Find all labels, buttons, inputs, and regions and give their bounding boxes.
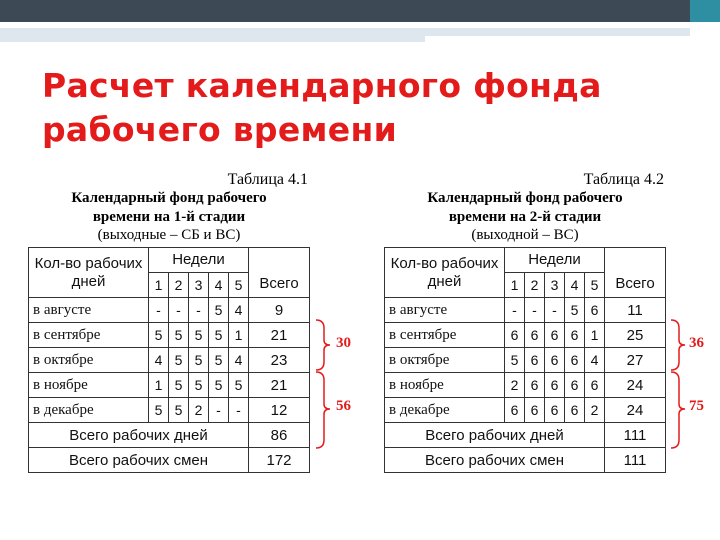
cell-total: 21 (249, 373, 310, 398)
cell-total: 24 (605, 373, 666, 398)
table-row (29, 298, 310, 323)
header-days: Кол-во рабочих дней (385, 248, 505, 298)
row-month: в ноябре (29, 373, 149, 398)
table-row (29, 348, 310, 373)
cell-week-1: 6 (505, 398, 525, 423)
cell-week-5: 4 (229, 298, 249, 323)
row-month: в сентябре (385, 323, 505, 348)
header-week-2: 2 (169, 273, 189, 298)
cell-total: 25 (605, 323, 666, 348)
cell-week-5: 5 (229, 373, 249, 398)
row-month: в декабре (29, 398, 149, 423)
row-month: в августе (385, 298, 505, 323)
cell-week-1: 5 (149, 398, 169, 423)
cell-week-2: 6 (525, 348, 545, 373)
table-row-sum-days (385, 423, 666, 448)
calendar-fund-table-2 (384, 247, 666, 473)
table-number: Таблица 4.2 (583, 171, 664, 188)
cell-week-4: 5 (209, 348, 229, 373)
header-days: Кол-во рабочих дней (29, 248, 149, 298)
cell-week-5: - (229, 398, 249, 423)
row-month: в декабре (385, 398, 505, 423)
table-caption-line2: времени на 1-й стадии (92, 209, 246, 225)
table-row-sum-shifts (29, 448, 310, 473)
cell-total: 12 (249, 398, 310, 423)
table-row (385, 348, 666, 373)
cell-week-2: 6 (525, 373, 545, 398)
table-row (29, 398, 310, 423)
row-month: в сентябре (29, 323, 149, 348)
table-row (29, 323, 310, 348)
cell-week-1: 2 (505, 373, 525, 398)
cell-week-4: 6 (565, 348, 585, 373)
table-row-sum-days (29, 423, 310, 448)
top-bar-gap (425, 36, 690, 48)
cell-week-4: 6 (565, 398, 585, 423)
header-week-5: 5 (229, 273, 249, 298)
cell-week-4: 5 (209, 373, 229, 398)
cell-week-5: 1 (585, 323, 605, 348)
cell-total: 27 (605, 348, 666, 373)
table-row (29, 373, 310, 398)
cell-week-4: 5 (209, 323, 229, 348)
cell-week-3: 6 (545, 373, 565, 398)
cell-week-5: 6 (585, 373, 605, 398)
cell-week-3: 5 (189, 348, 209, 373)
cell-week-3: 6 (545, 323, 565, 348)
cell-week-4: - (209, 398, 229, 423)
header-weeks: Недели (505, 248, 605, 273)
cell-week-4: 5 (209, 298, 229, 323)
header-week-1: 1 (505, 273, 525, 298)
table-block-2 (384, 170, 666, 473)
table-subtitle: (выходные – СБ и ВС) (97, 227, 241, 243)
header-total: Всего (605, 248, 666, 298)
brace-icon (312, 370, 332, 450)
cell-total: 21 (249, 323, 310, 348)
slide-title-line1: Расчет календарного фонда (42, 66, 602, 105)
table-row-sum-shifts (385, 448, 666, 473)
sum-days-value: 86 (249, 423, 310, 448)
table-row (385, 298, 666, 323)
cell-week-2: 5 (169, 373, 189, 398)
brace-label: 56 (336, 398, 351, 414)
cell-week-1: 5 (505, 348, 525, 373)
sum-days-label: Всего рабочих дней (385, 423, 605, 448)
header-week-3: 3 (545, 273, 565, 298)
header-week-4: 4 (209, 273, 229, 298)
cell-week-4: 6 (565, 373, 585, 398)
cell-week-1: 4 (149, 348, 169, 373)
cell-total: 9 (249, 298, 310, 323)
table-caption-line1: Календарный фонд рабочего (427, 190, 623, 206)
cell-week-3: - (545, 298, 565, 323)
header-week-2: 2 (525, 273, 545, 298)
calendar-fund-table-1 (28, 247, 310, 473)
row-month: в ноябре (385, 373, 505, 398)
header-week-1: 1 (149, 273, 169, 298)
row-month: в октябре (29, 348, 149, 373)
table-number: Таблица 4.1 (227, 171, 308, 188)
cell-week-5: 2 (585, 398, 605, 423)
cell-week-2: 5 (169, 348, 189, 373)
brace-label: 30 (336, 335, 351, 351)
header-week-5: 5 (585, 273, 605, 298)
cell-week-1: 1 (149, 373, 169, 398)
cell-week-1: - (505, 298, 525, 323)
cell-week-2: 6 (525, 398, 545, 423)
cell-week-3: 5 (189, 323, 209, 348)
cell-week-2: - (169, 298, 189, 323)
brace-icon (667, 318, 687, 372)
header-total: Всего (249, 248, 310, 298)
table-row (385, 323, 666, 348)
cell-week-4: 5 (565, 298, 585, 323)
cell-week-5: 1 (229, 323, 249, 348)
row-month: в октябре (385, 348, 505, 373)
row-month: в августе (29, 298, 149, 323)
cell-week-5: 4 (229, 348, 249, 373)
brace-icon (312, 318, 332, 372)
table-row (385, 373, 666, 398)
cell-week-1: 6 (505, 323, 525, 348)
cell-week-3: - (189, 298, 209, 323)
header-weeks: Недели (149, 248, 249, 273)
sum-days-label: Всего рабочих дней (29, 423, 249, 448)
header-week-4: 4 (565, 273, 585, 298)
cell-week-1: 5 (149, 323, 169, 348)
cell-week-2: 5 (169, 323, 189, 348)
table-caption-line2: времени на 2-й стадии (448, 209, 602, 225)
sum-shifts-value: 172 (249, 448, 310, 473)
table-caption-line1: Календарный фонд рабочего (71, 190, 267, 206)
sum-shifts-label: Всего рабочих смен (29, 448, 249, 473)
sum-days-value: 111 (605, 423, 666, 448)
table-row (385, 398, 666, 423)
sum-shifts-value: 111 (605, 448, 666, 473)
cell-week-5: 6 (585, 298, 605, 323)
cell-week-3: 5 (189, 373, 209, 398)
brace-label: 36 (689, 335, 704, 351)
header-week-3: 3 (189, 273, 209, 298)
slide-title-line2: рабочего времени (42, 110, 398, 149)
sum-shifts-label: Всего рабочих смен (385, 448, 605, 473)
cell-week-3: 6 (545, 348, 565, 373)
cell-week-4: 6 (565, 323, 585, 348)
cell-week-1: - (149, 298, 169, 323)
cell-total: 11 (605, 298, 666, 323)
table-subtitle: (выходной – ВС) (471, 227, 579, 243)
cell-week-2: 5 (169, 398, 189, 423)
cell-week-3: 2 (189, 398, 209, 423)
slide-title (42, 64, 682, 152)
top-bar (0, 0, 720, 22)
cell-week-3: 6 (545, 398, 565, 423)
brace-icon (667, 370, 687, 450)
cell-week-2: - (525, 298, 545, 323)
cell-total: 23 (249, 348, 310, 373)
brace-label: 75 (689, 398, 704, 414)
cell-total: 24 (605, 398, 666, 423)
table-block-1 (28, 170, 310, 473)
cell-week-2: 6 (525, 323, 545, 348)
cell-week-5: 4 (585, 348, 605, 373)
top-bar-accent (690, 0, 720, 22)
